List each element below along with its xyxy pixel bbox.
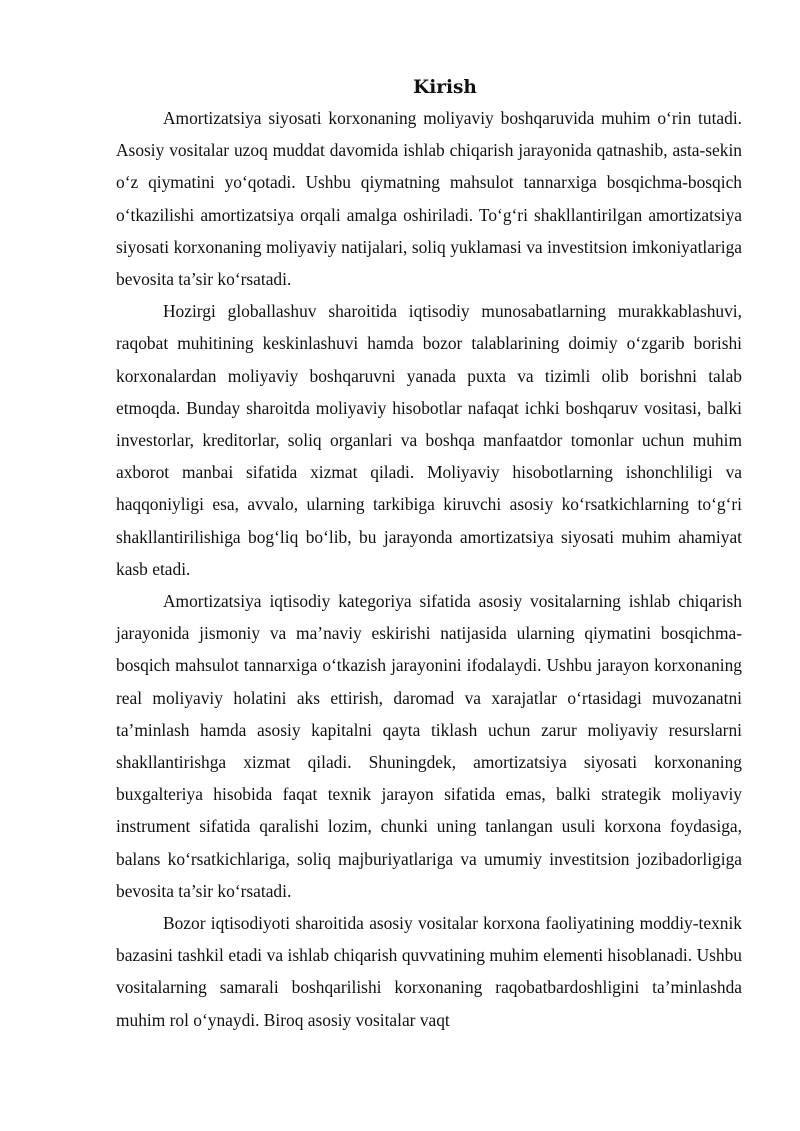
- paragraph-4: Bozor iqtisodiyoti sharoitida asosiy vositalar korxona faoliyatining moddiy-texnik bazasini tashkil etadi va ishlab chiqarish quvvatining muhim elementi hisoblanadi. Ushbu vositalarning samarali boshqarilishi korxonaning raqobatbardoshligini ta’minlashda muhim rol o‘ynaydi. Biroq asosiy vositalar vaqt: [116, 913, 742, 1030]
- paragraph-3: Amortizatsiya iqtisodiy kategoriya sifatida asosiy vositalarning ishlab chiqarish jarayonida jismoniy va ma’naviy eskirishi natijasida ularning qiymatini bosqichma-bosqich mahsulot tannarxiga o‘tkazish jarayonini ifodalaydi. Ushbu jarayon korxonaning real moliyaviy holatini aks ettirish, daromad va xarajatlar o‘rtasidagi muvozanatni ta’minlash hamda asosiy kapitalni qayta tiklash uchun zarur moliyaviy resurslarni shakllantirishga xizmat qiladi. Shuningdek, amortizatsiya siyosati korxonaning buxgalteriya hisobida faqat texnik jarayon sifatida emas, balki strategik moliyaviy instrument sifatida qaralishi lozim, chunki uning tanlangan usuli korxona foydasiga, balans ko‘rsatkichlariga, soliq majburiyatlariga va umumiy investitsion jozibadorligiga bevosita ta’sir ko‘rsatadi.: [116, 591, 742, 901]
- paragraph-2: Hozirgi globallashuv sharoitida iqtisodiy munosabatlarning murakkablashuvi, raqobat muhitining keskinlashuvi hamda bozor talablarining doimiy o‘zgarib borishi korxonalardan moliyaviy boshqaruvni yanada puxta va tizimli olib borishni talab etmoqda. Bunday sharoitda moliyaviy hisobotlar nafaqat ichki boshqaruv vositasi, balki investorlar, kreditorlar, soliq organlari va boshqa manfaatdor tomonlar uchun muhim axborot manbai sifatida xizmat qiladi. Moliyaviy hisobotlarning ishonchliligi va haqqoniyligi esa, avvalo, ularning tarkibiga kiruvchi asosiy ko‘rsatkichlarning to‘g‘ri shakllantirilishiga bog‘liq bo‘lib, bu jarayonda amortizatsiya siyosati muhim ahamiyat kasb etadi.: [116, 301, 742, 579]
- paragraph-1: Amortizatsiya siyosati korxonaning moliyaviy boshqaruvida muhim o‘rin tutadi. Asosiy vositalar uzoq muddat davomida ishlab chiqarish jarayonida qatnashib, asta-sekin o‘z qiymatini yo‘qotadi. Ushbu qiymatning mahsulot tannarxiga bosqichma-bosqich o‘tkazilishi amortizatsiya orqali amalga oshiriladi. To‘g‘ri shakllantirilgan amortizatsiya siyosati korxonaning moliyaviy natijalari, soliq yuklamasi va investitsion imkoniyatlariga bevosita ta’sir ko‘rsatadi.: [116, 108, 742, 290]
- document-page: [116, 72, 742, 1036]
- document-title: Kirish: [413, 77, 477, 98]
